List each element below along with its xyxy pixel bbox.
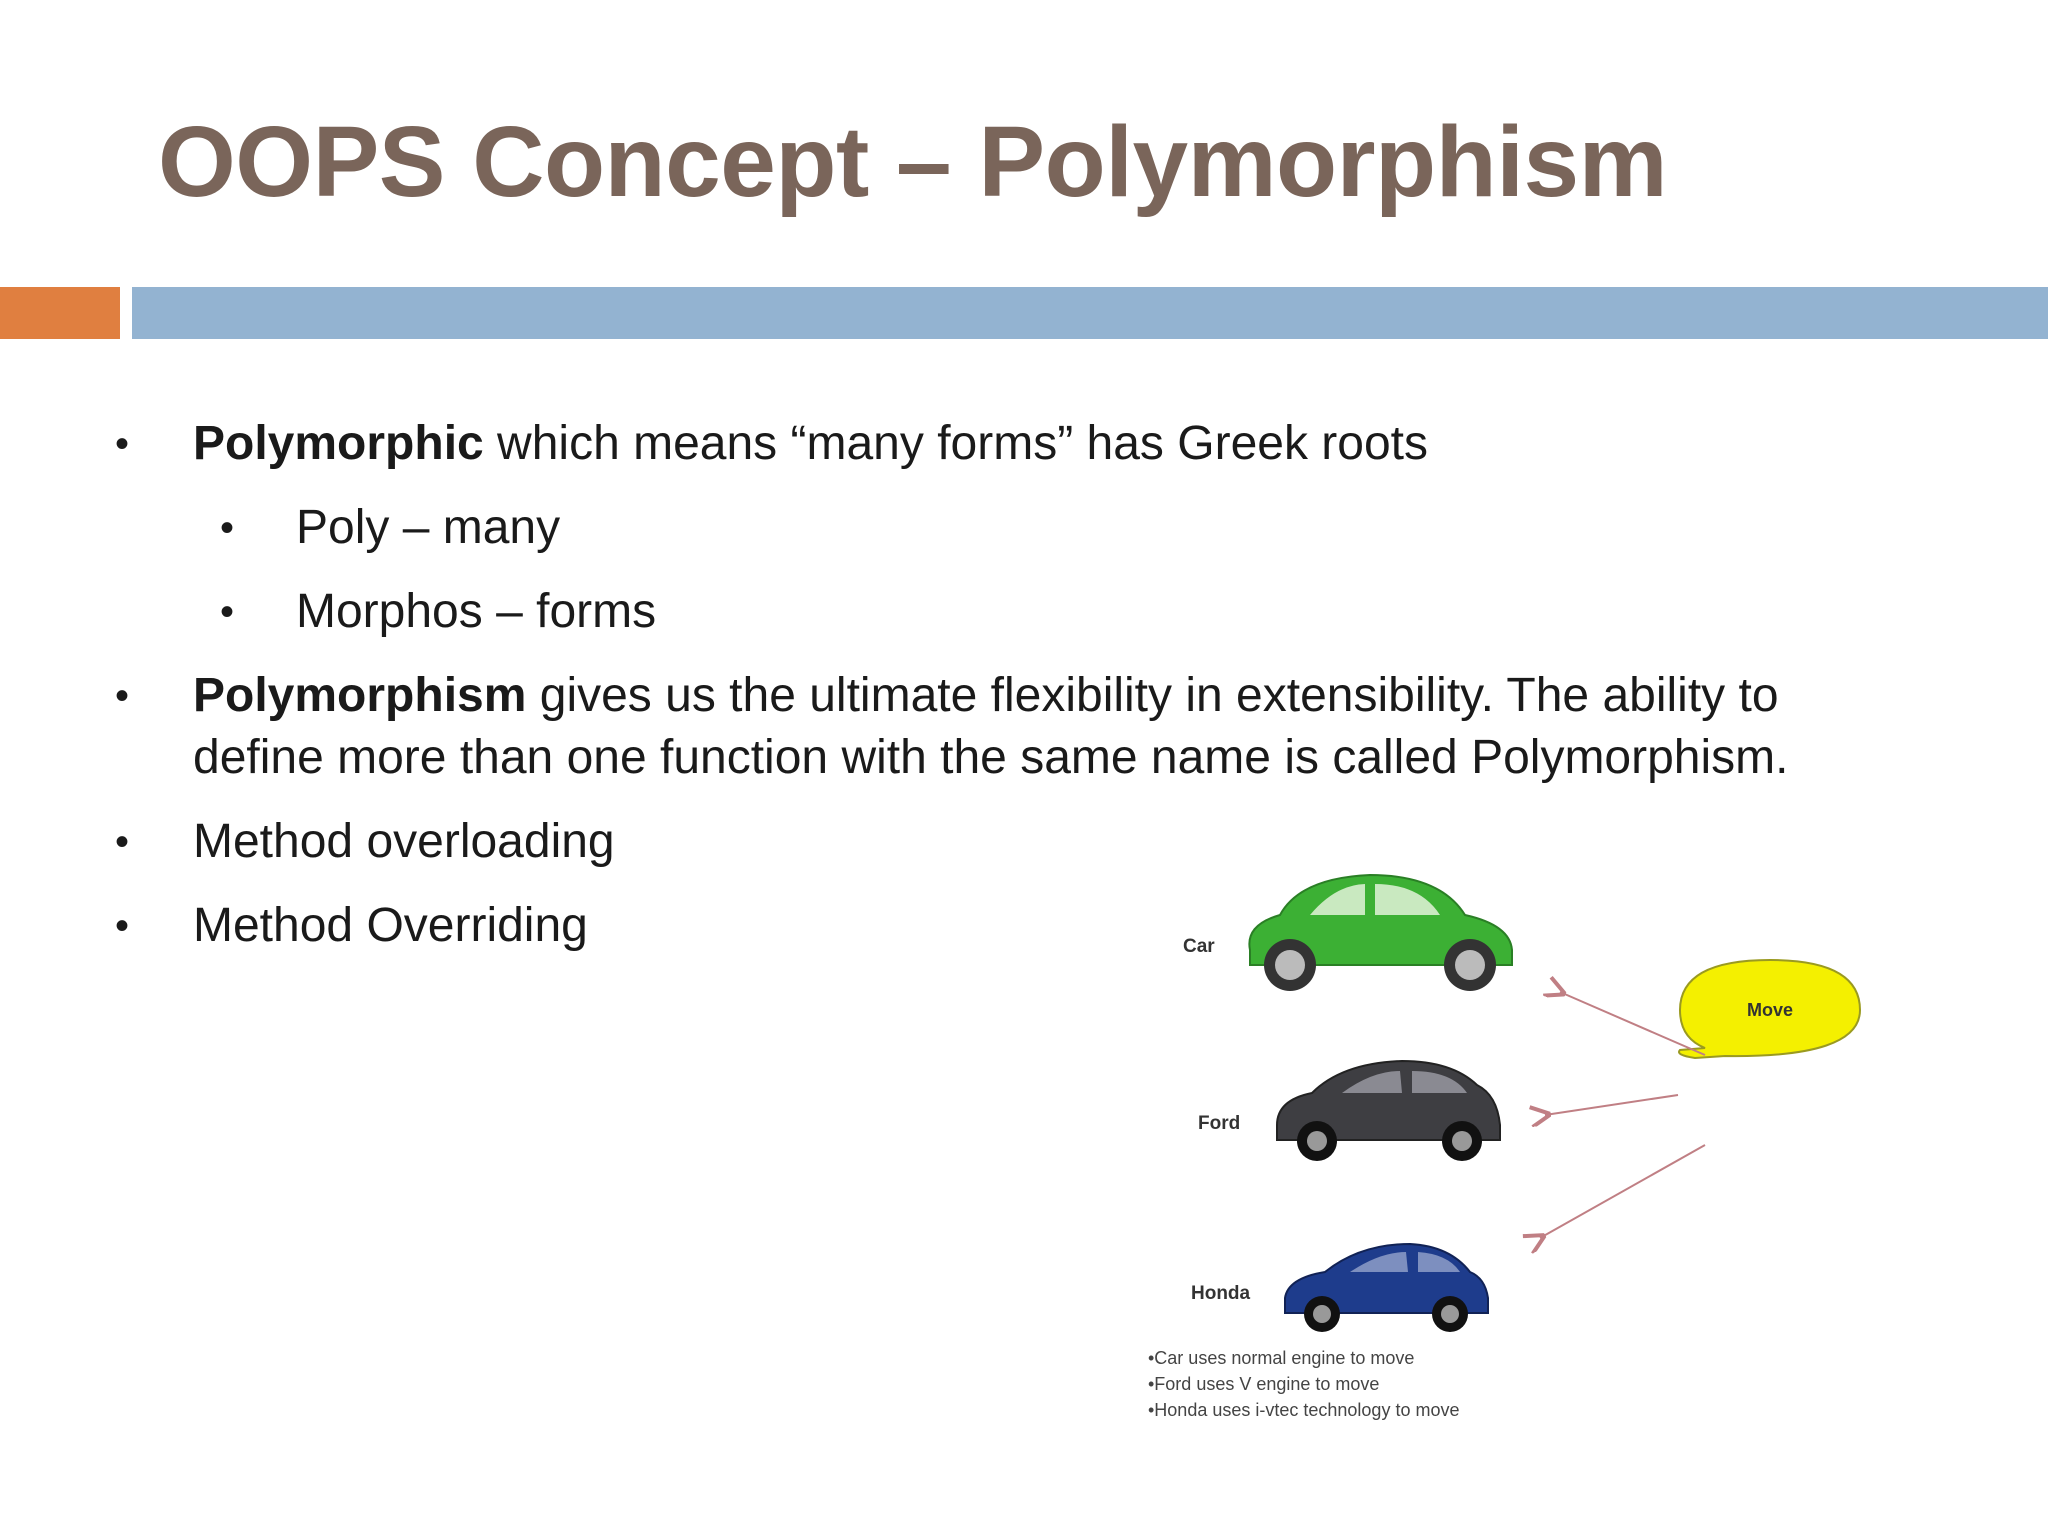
bullet-item (193, 413, 1428, 475)
honda-label: Honda (1191, 1283, 1251, 1304)
arrow-to-ford (1545, 1095, 1678, 1115)
slide-title: OOPS Concept – Polymorphism (158, 106, 1668, 218)
bullet-glyph: • (115, 422, 130, 466)
bullet-continuation: define more than one function with the same name is called Polymorphism. (193, 731, 1789, 784)
ford-label: Ford (1198, 1113, 1241, 1134)
bullet-item: Method Overriding (193, 899, 588, 952)
note-line: •Ford uses V engine to move (1148, 1374, 1380, 1394)
accent-bar-orange (0, 287, 120, 339)
note-line: •Honda uses i-vtec technology to move (1148, 1400, 1460, 1420)
bullet-text: which means “many forms” has Greek roots (483, 417, 1429, 470)
bullet-glyph: • (115, 674, 130, 718)
sub-bullet-glyph: • (220, 506, 235, 550)
move-label: Move (1746, 1000, 1794, 1020)
green-car-image (1249, 875, 1512, 991)
bullet-text: gives us the ultimate flexibility in extensibility. The ability to (526, 669, 1779, 722)
accent-bar-blue (132, 287, 2048, 339)
car-label: Car (1183, 936, 1215, 957)
bullet-item (193, 665, 1779, 727)
bullet-item: Method overloading (193, 815, 615, 868)
note-line: •Car uses normal engine to move (1148, 1348, 1415, 1368)
bullet-glyph: • (115, 904, 130, 948)
illustration-notes (1148, 1345, 1459, 1423)
sub-bullet-glyph: • (220, 590, 235, 634)
arrow-to-honda (1540, 1145, 1705, 1238)
bullet-glyph: • (115, 820, 130, 864)
move-bubble (1679, 960, 1860, 1058)
sub-bullet-item: Poly – many (296, 501, 561, 554)
honda-car-image (1285, 1244, 1488, 1332)
sub-bullet-item: Morphos – forms (296, 585, 657, 638)
bullet-bold: Polymorphic (193, 417, 484, 470)
ford-car-image (1277, 1061, 1500, 1161)
bullet-bold: Polymorphism (193, 669, 527, 722)
